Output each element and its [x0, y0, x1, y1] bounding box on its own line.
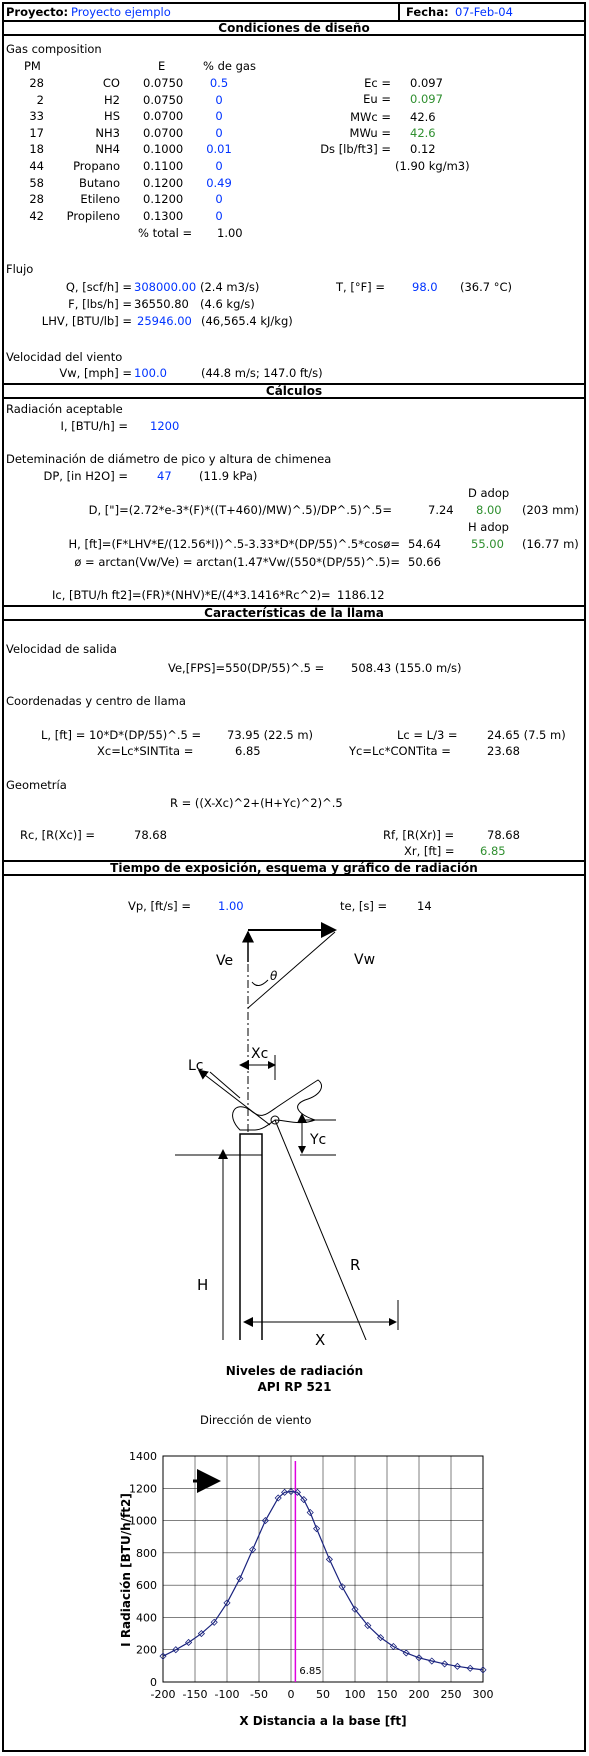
gas-e: 0.0700 — [143, 125, 184, 140]
lhv-metric: (46,565.4 kJ/kg) — [201, 314, 293, 328]
y-tick-label: 800 — [136, 1546, 157, 1560]
gas-prop-value: 42.6 — [410, 110, 436, 124]
vw-label: Vw — [354, 952, 376, 968]
t-metric: (36.7 °C) — [460, 280, 513, 294]
gas-pct[interactable]: 0 — [215, 109, 223, 124]
gas-prop-label: Ds [lb/ft3] = — [320, 142, 391, 156]
y-tick-label: 1200 — [129, 1482, 157, 1496]
lc-value: 24.65 (7.5 m) — [487, 728, 566, 742]
ds-metric: (1.90 kg/m3) — [395, 159, 470, 173]
i-label: I, [BTU/h] = — [60, 419, 128, 433]
d-adop-label: D adop — [468, 486, 510, 500]
flow-title: Flujo — [6, 262, 34, 276]
f-metric: (4.6 kg/s) — [200, 297, 255, 311]
gas-pct[interactable]: 0 — [215, 208, 223, 223]
flame-shape — [233, 1080, 322, 1130]
gas-name: NH3 — [95, 125, 120, 140]
gas-prop-value: 0.097 — [410, 92, 443, 106]
vp-label: Vp, [ft/s] = — [128, 899, 191, 913]
ve-label: Ve — [216, 953, 234, 969]
r-label: R — [350, 1256, 361, 1274]
ve-value: 508.43 (155.0 m/s) — [351, 661, 462, 675]
gas-e: 0.0750 — [143, 76, 184, 90]
date-label: Fecha: — [406, 5, 449, 19]
y-tick-label: 400 — [136, 1611, 157, 1625]
gas-title: Gas composition — [6, 42, 102, 56]
gas-pct[interactable]: 0.49 — [206, 175, 232, 190]
x-tick-label: 200 — [408, 1688, 430, 1701]
x-axis-ticks — [151, 1688, 494, 1701]
date-value[interactable]: 07-Feb-04 — [455, 5, 513, 19]
chart-title: Niveles de radiación — [225, 1364, 364, 1378]
yc-formula: Yc=Lc*CONTita = — [349, 744, 451, 758]
te-label: te, [s] = — [340, 899, 388, 913]
gas-name: Butano — [78, 175, 120, 190]
gas-e: 0.0700 — [143, 109, 184, 124]
gas-pm: 44 — [29, 159, 44, 173]
y-tick-label: 1400 — [129, 1450, 157, 1463]
coord-title: Coordenadas y centro de llama — [6, 694, 186, 708]
gas-name: Propano — [73, 159, 120, 173]
wind-direction-label: Dirección de viento — [200, 1413, 312, 1427]
h-formula: H, [ft]=(F*LHV*E/(12.56*I))^.5-3.33*D*(DP/55)^.5*cosø= — [68, 537, 400, 551]
radiation-chart — [0, 1430, 589, 1750]
gas-pct[interactable]: 0 — [215, 159, 223, 173]
gas-name: Etileno — [80, 192, 120, 207]
gas-name: Propileno — [66, 208, 120, 223]
x-tick-label: 250 — [440, 1688, 462, 1701]
x-tick-label: -150 — [182, 1688, 208, 1701]
dp-value[interactable]: 47 — [157, 469, 172, 483]
wind-title: Velocidad del viento — [6, 350, 123, 364]
gas-pct[interactable]: 0 — [215, 192, 223, 207]
l-formula: L, [ft] = 10*D*(DP/55)^.5 = — [41, 728, 202, 742]
gas-prop-value: 0.097 — [410, 76, 443, 90]
lc-formula: Lc = L/3 = — [397, 728, 458, 742]
chart-subtitle: API RP 521 — [257, 1380, 332, 1394]
gas-pct[interactable]: 0 — [215, 125, 223, 140]
diam-title: Deteminación de diámetro de pico y altura de chimenea — [6, 452, 332, 466]
y-tick-label: 600 — [136, 1579, 157, 1593]
gas-pct[interactable]: 0.01 — [206, 142, 232, 157]
gas-prop-label: Ec = — [364, 76, 391, 90]
x-dimension-svg — [0, 1300, 589, 1349]
y-tick-label: 0 — [150, 1676, 157, 1689]
x-tick-label: 300 — [472, 1688, 494, 1701]
xc-formula: Xc=Lc*SINTita = — [97, 744, 194, 758]
gas-e: 0.1300 — [143, 208, 184, 223]
rc-label: Rc, [R(Xc)] = — [20, 828, 96, 842]
gas-name: NH4 — [95, 142, 120, 157]
x-tick-label: 150 — [376, 1688, 398, 1701]
rf-label: Rf, [R(Xr)] = — [383, 828, 455, 842]
col-pm: PM — [24, 59, 41, 73]
theta-symbol: θ — [270, 969, 278, 983]
section-exposure-header: Tiempo de exposición, esquema y gráfico de radiación — [2, 860, 586, 876]
i-value[interactable]: 1200 — [150, 419, 180, 433]
xc-marker-label: 6.85 — [299, 1666, 322, 1677]
t-label: T, [°F] = — [336, 280, 385, 294]
gas-pm: 33 — [29, 109, 44, 124]
gas-pct[interactable]: 0.5 — [209, 76, 229, 90]
gas-pct[interactable]: 0 — [215, 92, 223, 107]
header-divider — [398, 2, 400, 21]
resultant-line — [248, 932, 335, 1008]
q-metric: (2.4 m3/s) — [200, 280, 260, 294]
gas-pm: 28 — [29, 76, 44, 90]
yc-label: Yc — [310, 1132, 327, 1148]
vel-title: Velocidad de salida — [6, 642, 117, 656]
t-value[interactable]: 98.0 — [412, 280, 438, 294]
col-e: E — [158, 59, 166, 73]
y-axis-label: I Radiación [BTU/h/ft2] — [119, 1493, 133, 1647]
gas-prop-label: MWc = — [350, 110, 391, 124]
geo-title: Geometría — [6, 778, 67, 792]
ic-value: 1186.12 — [337, 588, 385, 602]
phi-formula: ø = arctan(Vw/Ve) = arctan(1.47*Vw/(550*(DP/55)^.5)= — [74, 555, 400, 569]
y-tick-label: 1000 — [129, 1514, 157, 1528]
gas-name: HS — [104, 109, 120, 124]
project-label: Proyecto: — [6, 5, 69, 19]
gas-prop-label: Eu = — [363, 92, 391, 106]
gas-prop-value: 42.6 — [410, 126, 436, 140]
gas-e: 0.1000 — [143, 142, 184, 157]
lhv-label: LHV, [BTU/lb] = — [41, 314, 132, 328]
ve-formula: Ve,[FPS]=550(DP/55)^.5 = — [168, 661, 325, 675]
gas-pm: 18 — [29, 142, 44, 157]
vp-value[interactable]: 1.00 — [218, 899, 244, 913]
d-value: 7.24 — [428, 503, 454, 517]
chart-grid — [163, 1456, 483, 1682]
gas-e: 0.0750 — [143, 92, 184, 107]
gas-prop-value: 0.12 — [410, 142, 436, 156]
xc-label: Xc — [251, 1046, 269, 1062]
gas-e: 0.1200 — [143, 175, 184, 190]
gas-name: CO — [102, 76, 120, 90]
gas-e: 0.1100 — [143, 159, 184, 173]
section-calcs-header: Cálculos — [2, 383, 586, 399]
d-formula: D, ["]=(2.72*e-3*(F)*((T+460)/MW)^.5)/DP^.5)^.5= — [88, 503, 392, 517]
q-label: Q, [scf/h] = — [65, 280, 132, 294]
ic-formula: Ic, [BTU/h ft2]=(FR)*(NHV)*E/(4*3.1416*Rc^2)= — [52, 588, 331, 602]
f-label: F, [lbs/h] = — [68, 297, 132, 311]
x-axis-label: X Distancia a la base [ft] — [239, 1714, 407, 1728]
h-adop-value[interactable]: 55.00 — [471, 537, 504, 551]
rad-title: Radiación aceptable — [6, 402, 123, 416]
xr-label: Xr, [ft] = — [404, 844, 455, 858]
r-formula: R = ((X-Xc)^2+(H+Yc)^2)^.5 — [170, 796, 343, 810]
d-metric: (203 mm) — [522, 503, 579, 517]
lc-lead — [210, 1072, 240, 1098]
gas-name: H2 — [104, 92, 120, 107]
vw-value[interactable]: 100.0 — [134, 366, 167, 380]
gas-pm: 17 — [29, 125, 44, 140]
xr-value[interactable]: 6.85 — [480, 844, 506, 858]
q-value[interactable]: 308000.00 — [134, 280, 197, 294]
gas-pm: 2 — [36, 92, 44, 107]
rc-value: 78.68 — [134, 828, 167, 842]
project-value[interactable]: Proyecto ejemplo — [71, 5, 171, 19]
xc-value: 6.85 — [235, 744, 261, 758]
h-value: 54.64 — [408, 537, 441, 551]
x-tick-label: 50 — [316, 1688, 330, 1701]
x-tick-label: -100 — [214, 1688, 240, 1701]
flare-diagram — [0, 920, 589, 1340]
vw-metric: (44.8 m/s; 147.0 ft/s) — [201, 366, 323, 380]
x-tick-label: 0 — [287, 1688, 295, 1701]
y-tick-label: 200 — [136, 1643, 157, 1657]
d-adop-value[interactable]: 8.00 — [476, 503, 502, 517]
theta-arc — [252, 980, 268, 986]
h-adop-label: H adop — [468, 520, 509, 534]
gas-e: 0.1200 — [143, 192, 184, 207]
gas-prop-label: MWu = — [349, 126, 391, 140]
lc-label: Lc — [188, 1058, 204, 1074]
phi-value: 50.66 — [408, 555, 441, 569]
x-tick-label: -200 — [150, 1688, 176, 1701]
section-flame-header: Características de la llama — [2, 605, 586, 621]
lhv-value[interactable]: 25946.00 — [137, 314, 192, 328]
x-tick-label: -50 — [250, 1688, 268, 1701]
gas-total-value: 1.00 — [217, 226, 243, 240]
rf-value: 78.68 — [487, 828, 520, 842]
col-pct: % de gas — [203, 59, 256, 73]
h-metric: (16.77 m) — [522, 537, 579, 551]
y-axis-ticks — [129, 1450, 157, 1689]
dp-metric: (11.9 kPa) — [199, 469, 258, 483]
gas-pm: 58 — [29, 175, 44, 190]
yc-value: 23.68 — [487, 744, 520, 758]
lc-dimension — [205, 1075, 270, 1125]
dp-label: DP, [in H2O] = — [43, 469, 128, 483]
gas-pm: 28 — [29, 192, 44, 207]
f-value: 36550.80 — [134, 297, 189, 311]
h-label: H — [197, 1276, 209, 1294]
te-value: 14 — [417, 899, 432, 913]
l-value: 73.95 (22.5 m) — [227, 728, 314, 742]
x-tick-label: 100 — [344, 1688, 366, 1701]
gas-pm: 42 — [29, 208, 44, 223]
section-design-header: Condiciones de diseño — [2, 20, 586, 36]
vw-label: Vw, [mph] = — [59, 366, 132, 380]
gas-total-label: % total = — [138, 226, 193, 240]
x-label: X — [315, 1331, 326, 1349]
